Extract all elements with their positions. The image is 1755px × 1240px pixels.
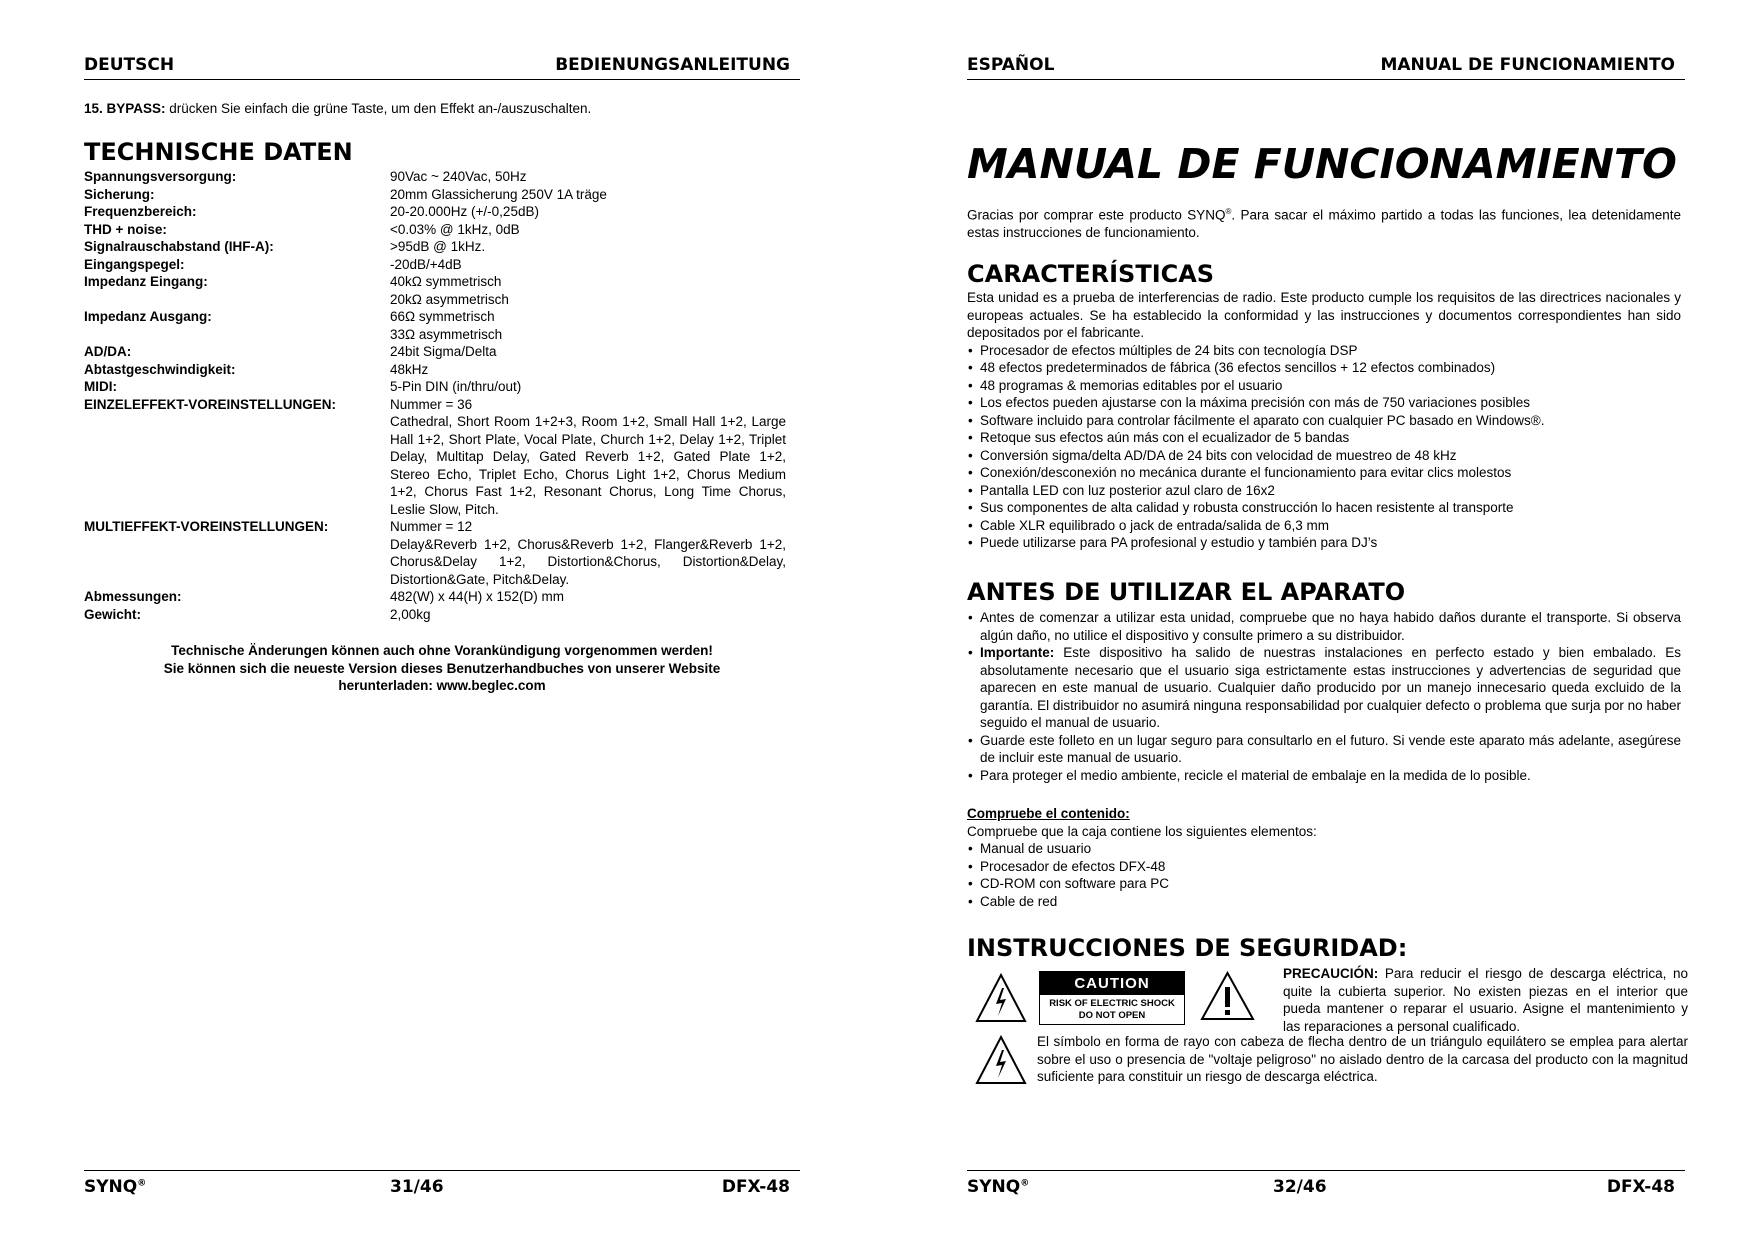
tech-specs-heading: TECHNISCHE DATEN bbox=[84, 138, 353, 166]
precaution-text: PRECAUCIÓN: Para reducir el riesgo de descarga eléctrica, no quite la cubierta superior. No existen piezas en el interior que pueda mantener o reparar el usuario. Asigne el mantenimiento y las reparaciones a personal cualificado. bbox=[1283, 966, 1688, 1034]
list-item: • Para proteger el medio ambiente, recicle el material de embalaje en la medida de lo posible. bbox=[967, 767, 1681, 785]
spec-label: Signalrauschabstand (IHF-A): bbox=[84, 239, 274, 254]
contents-heading: Compruebe el contenido: bbox=[967, 806, 1130, 821]
list-item: • Antes de comenzar a utilizar esta unidad, compruebe que no haya habido daños durante el transporte. Si observa algún daño, no utilice el dispositivo y consulte primero a su distribuidor. bbox=[967, 609, 1681, 644]
spec-row bbox=[84, 221, 800, 239]
spec-row bbox=[84, 396, 800, 519]
exclamation-warning-icon bbox=[1200, 970, 1255, 1022]
before-use-heading: ANTES DE UTILIZAR EL APARATO bbox=[967, 578, 1406, 606]
caution-subtitle: RISK OF ELECTRIC SHOCK DO NOT OPEN bbox=[1049, 998, 1175, 1021]
spec-row bbox=[84, 518, 800, 588]
lightning-warning-icon bbox=[975, 972, 1027, 1024]
spec-value: 40kΩ symmetrisch 20kΩ asymmetrisch bbox=[390, 274, 509, 307]
list-item: • 48 efectos predeterminados de fábrica (36 efectos sencillos + 12 efectos combinados) bbox=[967, 359, 1681, 377]
spec-label: Abtastgeschwindigkeit: bbox=[84, 361, 236, 377]
lightning-warning-icon bbox=[975, 1034, 1027, 1086]
list-item: • Sus componentes de alta calidad y robusta construcción lo hacen resistente al transporte bbox=[967, 499, 1681, 517]
spec-value: 90Vac ~ 240Vac, 50Hz bbox=[390, 169, 527, 184]
spec-row bbox=[84, 588, 800, 606]
spec-label: Sicherung: bbox=[84, 186, 155, 202]
contents-intro: Compruebe que la caja contiene los siguientes elementos: bbox=[967, 823, 1317, 839]
spec-label: Gewicht: bbox=[84, 606, 142, 622]
spec-value: 20-20.000Hz (+/-0,25dB) bbox=[390, 204, 539, 219]
spec-value: Nummer = 12 Delay&Reverb 1+2, Chorus&Reverb 1+2, Flanger&Reverb 1+2, Chorus&Delay 1+2, Distortion&Chorus, Distortion&Delay, Distortion&Gate, Pitch&Delay. bbox=[390, 519, 786, 587]
contents-list bbox=[967, 840, 1681, 910]
right-page bbox=[967, 0, 1688, 1240]
caution-title: CAUTION bbox=[1040, 972, 1184, 995]
spec-value: 66Ω symmetrisch 33Ω asymmetrisch bbox=[390, 309, 503, 342]
spec-row bbox=[84, 606, 800, 624]
contents-block bbox=[967, 805, 1681, 910]
spec-value: 482(W) x 44(H) x 152(D) mm bbox=[390, 589, 565, 604]
spec-value: -20dB/+4dB bbox=[390, 256, 462, 272]
spec-row bbox=[84, 256, 800, 274]
features-heading: CARACTERÍSTICAS bbox=[967, 260, 1215, 288]
spec-label: Impedanz Ausgang: bbox=[84, 309, 212, 324]
list-item: • Los efectos pueden ajustarse con la máxima precisión con más de 750 variaciones posibles bbox=[967, 394, 1681, 412]
spec-label: EINZELEFFEKT-VOREINSTELLUNGEN: bbox=[84, 396, 337, 412]
list-item: • Retoque sus efectos aún más con el ecualizador de 5 bandas bbox=[967, 429, 1681, 447]
header-language: ESPAÑOL bbox=[967, 55, 1055, 75]
list-item: • Pantalla LED con luz posterior azul claro de 16x2 bbox=[967, 482, 1681, 500]
list-item: • Conversión sigma/delta AD/DA de 24 bits con velocidad de muestreo de 48 kHz bbox=[967, 447, 1681, 465]
lightning-symbol-text: El símbolo en forma de rayo con cabeza de flecha dentro de un triángulo equilátero se emplea para alertar sobre el uso o presencia de "voltaje peligroso" no aislado dentro de la carcasa del producto con la magnitud suficiente para constituir un riesgo de descarga eléctrica. bbox=[1037, 1034, 1688, 1084]
footer-page-number: 32/46 bbox=[1273, 1177, 1327, 1197]
bypass-line bbox=[84, 100, 591, 118]
list-item: • 48 programas & memorias editables por el usuario bbox=[967, 377, 1681, 395]
features-intro: Esta unidad es a prueba de interferencias de radio. Este producto cumple los requisitos de las directrices nacionales y europeas actuales. Se ha establecido la conformidad y las instrucciones y documentos correspondientes han sido depositados por el fabricante. bbox=[967, 290, 1681, 340]
bypass-label: 15. BYPASS: bbox=[84, 101, 166, 116]
before-use-list bbox=[967, 609, 1681, 784]
spec-value: 2,00kg bbox=[390, 606, 431, 622]
header-title: MANUAL DE FUNCIONAMIENTO bbox=[1380, 55, 1675, 75]
spec-row bbox=[84, 378, 800, 396]
list-item: • Guarde este folleto en un lugar seguro para consultarlo en el futuro. Si vende este aparato más adelante, asegúrese de incluir este manual de usuario. bbox=[967, 732, 1681, 767]
spec-value: 48kHz bbox=[390, 361, 429, 377]
safety-heading: INSTRUCCIONES DE SEGURIDAD: bbox=[967, 934, 1408, 962]
list-item: • Cable XLR equilibrado o jack de entrada/salida de 6,3 mm bbox=[967, 517, 1681, 535]
spec-row bbox=[84, 343, 800, 361]
list-item: • Procesador de efectos DFX-48 bbox=[967, 858, 1681, 876]
list-item: • Conexión/desconexión no mecánica durante el funcionamiento para evitar clics molestos bbox=[967, 464, 1681, 482]
footer-brand: SYNQ® bbox=[967, 1177, 1030, 1197]
spec-label: Abmessungen: bbox=[84, 589, 182, 604]
left-page bbox=[84, 0, 800, 1240]
list-item: • Software incluido para controlar fácilmente el aparato con cualquier PC basado en Windows®. bbox=[967, 412, 1681, 430]
spec-row bbox=[84, 273, 800, 308]
list-item: • Manual de usuario bbox=[967, 840, 1681, 858]
spec-value: <0.03% @ 1kHz, 0dB bbox=[390, 221, 520, 237]
spec-label: MULTIEFFEKT-VOREINSTELLUNGEN: bbox=[84, 519, 329, 534]
spec-row bbox=[84, 238, 800, 256]
spec-label: AD/DA: bbox=[84, 344, 132, 359]
header-title: BEDIENUNGSANLEITUNG bbox=[555, 55, 790, 75]
spec-label: Eingangspegel: bbox=[84, 256, 185, 272]
spec-row bbox=[84, 361, 800, 379]
disclaimer-note: Technische Änderungen können auch ohne Vorankündigung vorgenommen werden! Sie können sich die neueste Version dieses Benutzerhandbuches von unserer Website herunterladen: www.beglec.com bbox=[163, 643, 721, 693]
spec-row bbox=[84, 308, 800, 343]
page-footer bbox=[84, 1170, 800, 1197]
list-item: • Cable de red bbox=[967, 893, 1681, 911]
spec-row bbox=[84, 186, 800, 204]
spec-value: 5-Pin DIN (in/thru/out) bbox=[390, 379, 522, 394]
header-language: DEUTSCH bbox=[84, 55, 175, 75]
spec-value: >95dB @ 1kHz. bbox=[390, 239, 486, 254]
before-use-block bbox=[967, 609, 1681, 784]
page-footer bbox=[967, 1170, 1685, 1197]
spec-label: Spannungsversorgung: bbox=[84, 169, 237, 184]
spec-label: MIDI: bbox=[84, 379, 117, 394]
page-title: MANUAL DE FUNCIONAMIENTO bbox=[967, 140, 1677, 188]
footer-model: DFX-48 bbox=[1606, 1177, 1675, 1197]
spec-label: THD + noise: bbox=[84, 221, 167, 237]
footer-model: DFX-48 bbox=[721, 1177, 790, 1197]
bypass-text: drücken Sie einfach die grüne Taste, um den Effekt an-/auszuschalten. bbox=[165, 101, 592, 116]
spec-value: Nummer = 36 Cathedral, Short Room 1+2+3, Room 1+2, Small Hall 1+2, Large Hall 1+2, Short Plate, Vocal Plate, Church 1+2, Delay 1+2, Triplet Delay, Multitap Delay, Gated Reverb 1+2, Gated Plate 1+2, Stereo Echo, Triplet Echo, Chorus Light 1+2, Chorus Medium 1+2, Chorus Fast 1+2, Resonant Chorus, Long Time Chorus, Leslie Slow, Pitch. bbox=[390, 396, 786, 517]
footer-brand: SYNQ® bbox=[84, 1177, 147, 1197]
page-header bbox=[967, 53, 1685, 80]
spec-table bbox=[84, 168, 800, 623]
spec-row bbox=[84, 168, 800, 186]
list-item: • Importante: Este dispositivo ha salido de nuestras instalaciones en perfecto estado y bien embalado. Es absolutamente necesario que el usuario siga estrictamente estas instrucciones y advertencias de seguridad que aparecen en este manual de usuario. Cualquier daño producido por un manejo innecesario queda excluido de la garantía. El distribuidor no asumirá ninguna responsabilidad por cualquier defecto o problema que surja por no haber seguido el manual de usuario. bbox=[967, 644, 1681, 732]
list-item: • Puede utilizarse para PA profesional y estudio y también para DJ’s bbox=[967, 534, 1681, 552]
spec-row bbox=[84, 203, 800, 221]
spec-value: 20mm Glassicherung 250V 1A träge bbox=[390, 186, 607, 202]
caution-label bbox=[1039, 971, 1185, 1025]
spec-label: Frequenzbereich: bbox=[84, 204, 197, 219]
spec-label: Impedanz Eingang: bbox=[84, 274, 208, 289]
features-block bbox=[967, 289, 1681, 552]
footer-page-number: 31/46 bbox=[390, 1177, 444, 1197]
page-header bbox=[84, 53, 800, 80]
list-item: • CD-ROM con software para PC bbox=[967, 875, 1681, 893]
spec-value: 24bit Sigma/Delta bbox=[390, 344, 497, 359]
list-item: • Procesador de efectos múltiples de 24 bits con tecnología DSP bbox=[967, 342, 1681, 360]
intro-paragraph: Gracias por comprar este producto SYNQ®. Para sacar el máximo partido a todas las funciones, lea detenidamente estas instrucciones de funcionamiento. bbox=[967, 207, 1681, 240]
features-list bbox=[967, 342, 1681, 552]
